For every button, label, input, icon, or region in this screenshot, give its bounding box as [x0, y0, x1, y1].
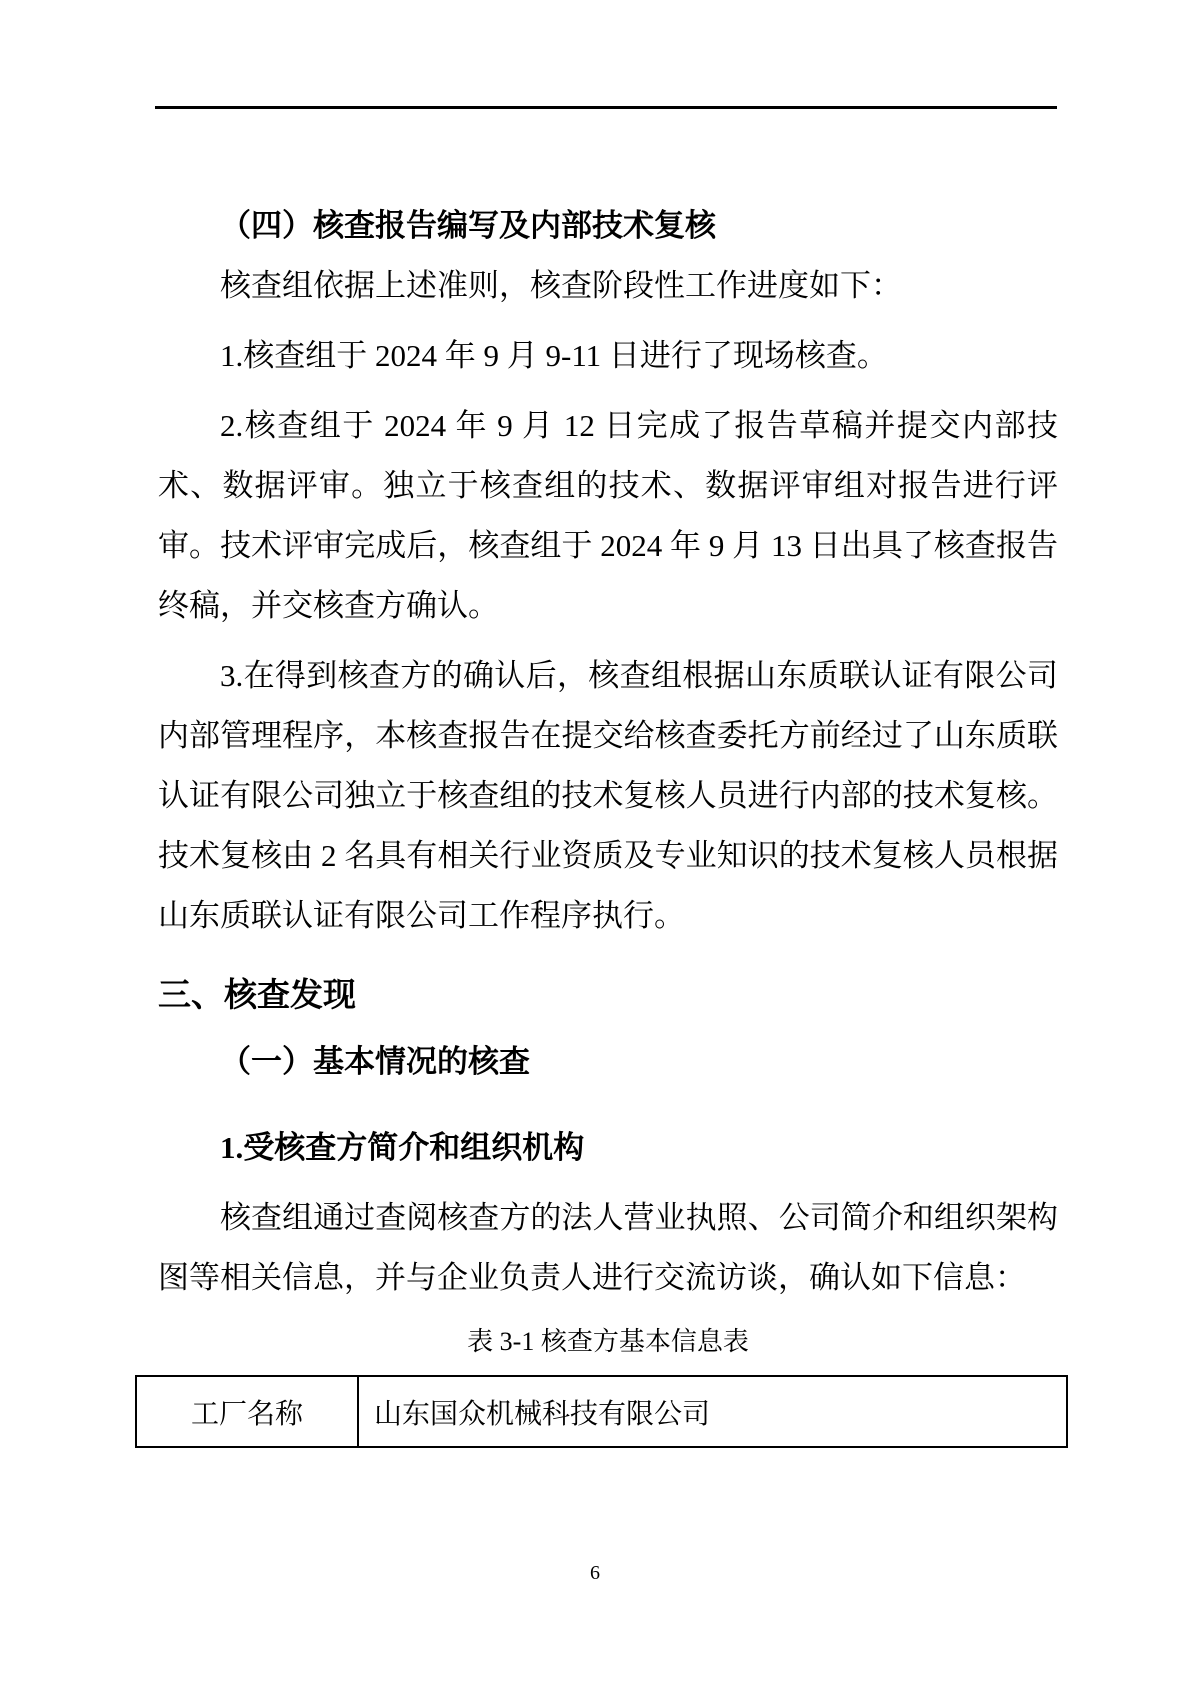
- table-cell-factory-name-value: 山东国众机械科技有限公司: [358, 1376, 1067, 1447]
- heading-verification-findings: 三、核查发现: [158, 978, 356, 1014]
- table-row: [136, 1376, 1067, 1447]
- basic-info-table: [135, 1375, 1068, 1448]
- table-cell-factory-name-label: 工厂名称: [136, 1376, 358, 1447]
- header-rule: [155, 106, 1057, 109]
- paragraph-progress-intro: 核查组依据上述准则，核查阶段性工作进度如下：: [220, 268, 902, 303]
- paragraph-progress-item-3: 3.在得到核查方的确认后，核查组根据山东质联认证有限公司内部管理程序，本核查报告在提交给核查委托方前经过了山东质联认证有限公司独立于核查组的技术复核人员进行内部的技术复核。技术复核由 2 名具有相关行业资质及专业知识的技术复核人员根据山东质联认证有限公司工作程序执行。: [158, 658, 1058, 933]
- heading-report-writing-review: （四）核查报告编写及内部技术复核: [220, 208, 716, 243]
- page-number: 6: [590, 1562, 600, 1584]
- paragraph-company-review: 核查组通过查阅核查方的法人营业执照、公司简介和组织架构图等相关信息，并与企业负责人进行交流访谈，确认如下信息：: [158, 1200, 1058, 1295]
- paragraph-progress-item-1: 1.核查组于 2024 年 9 月 9-11 日进行了现场核查。: [220, 338, 888, 373]
- table-caption: 表 3-1 核查方基本信息表: [467, 1327, 749, 1356]
- heading-company-profile-organization: 1.受核查方简介和组织机构: [220, 1130, 585, 1165]
- paragraph-progress-item-2: 2.核查组于 2024 年 9 月 12 日完成了报告草稿并提交内部技术、数据评审。独立于核查组的技术、数据评审组对报告进行评审。技术评审完成后，核查组于 2024 年 9 月 13 日出具了核查报告终稿，并交核查方确认。: [158, 408, 1058, 623]
- page-content: [158, 196, 1058, 1448]
- heading-basic-situation: （一）基本情况的核查: [220, 1044, 530, 1079]
